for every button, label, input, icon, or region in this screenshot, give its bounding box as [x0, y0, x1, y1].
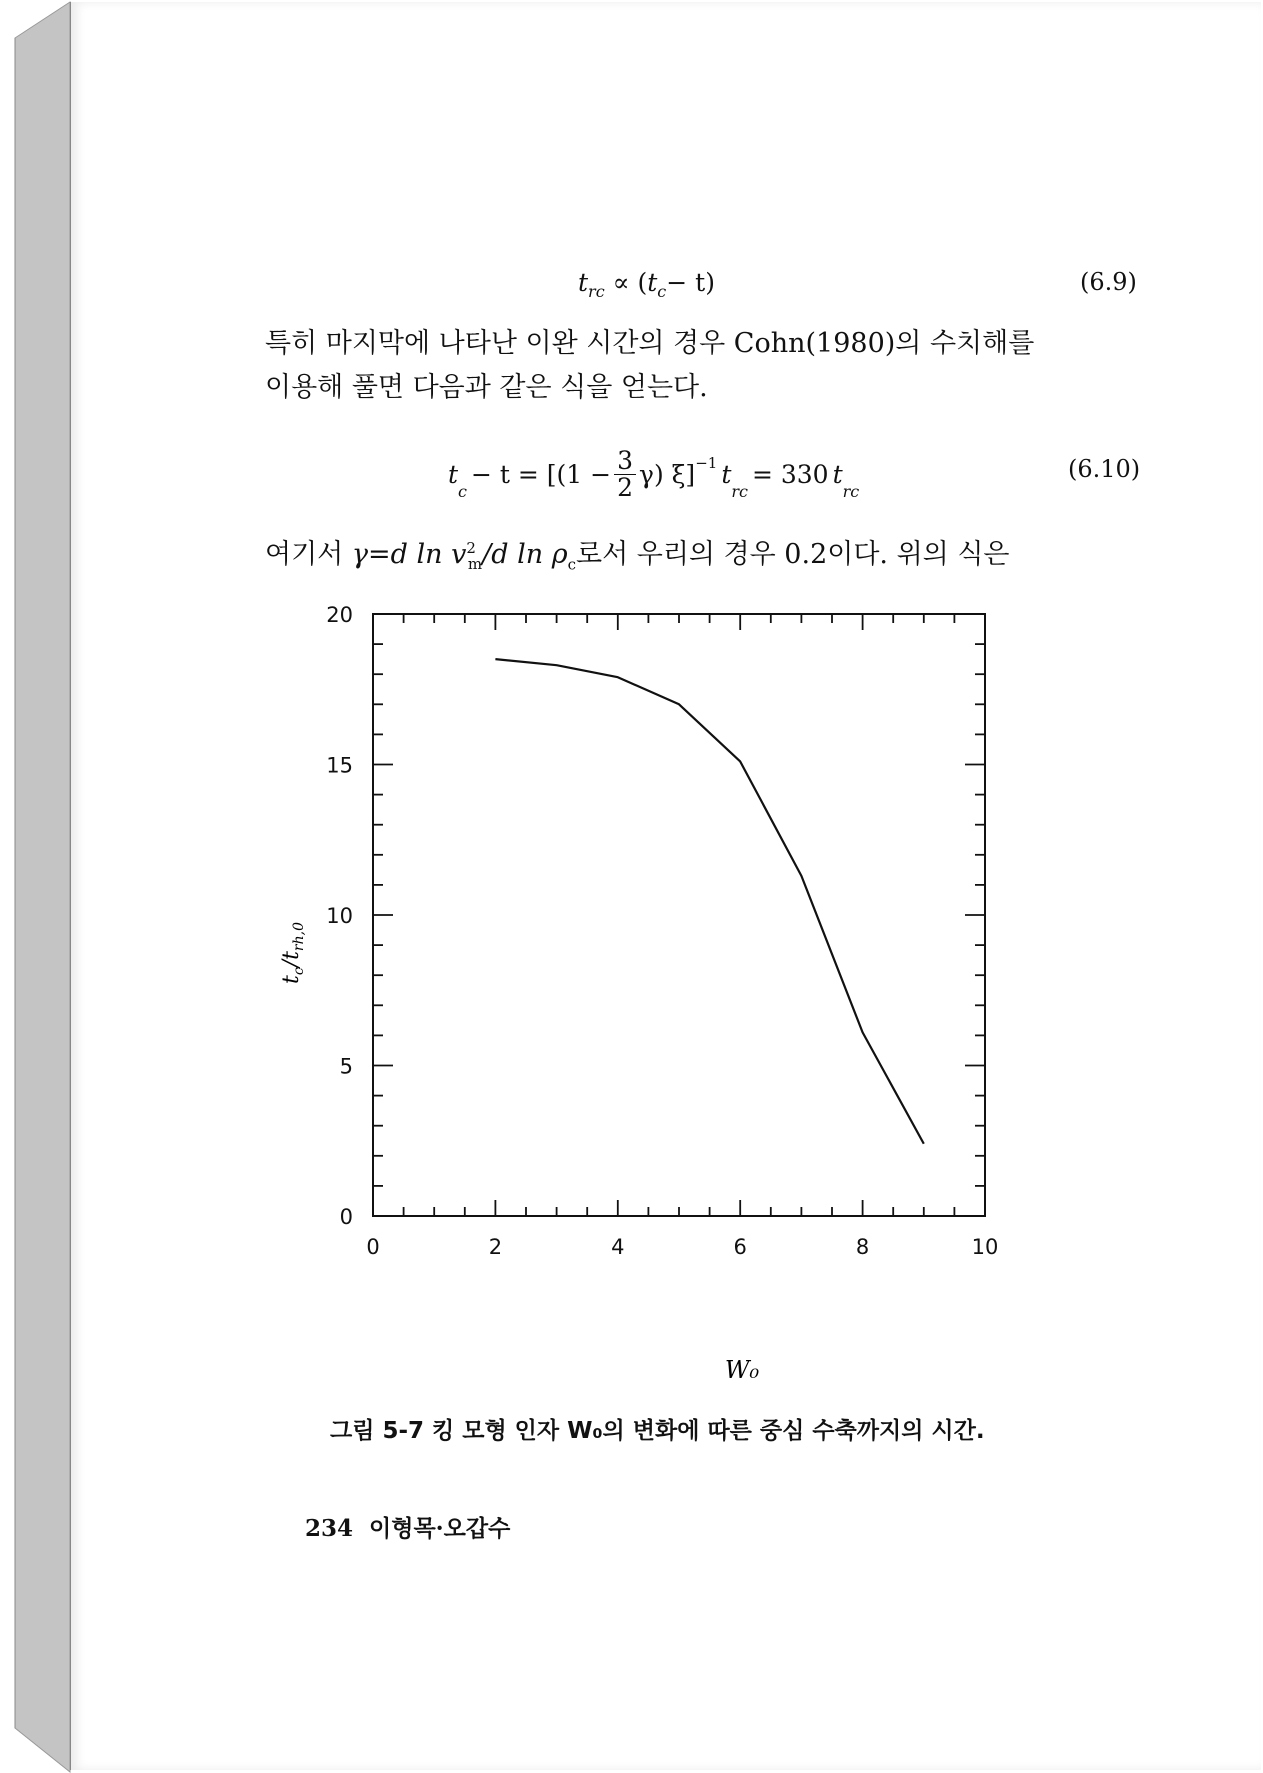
x-tick-label: 6 — [733, 1235, 747, 1259]
paragraph-1 — [265, 322, 1150, 410]
x-tick-label: 10 — [971, 1235, 999, 1259]
footer-authors: 이형목·오갑수 — [369, 1515, 511, 1542]
x-tick-label: 8 — [855, 1235, 870, 1259]
figure-caption: 그림 5-7 킹 모형 인자 W₀의 변화에 따른 중심 수축까지의 시간. — [330, 1418, 985, 1444]
equation-6-10: t $_c$ − t = [(1 − $\frac{3}{2}$ γ) ξ] $^{-1}$ t $_{rc}$ = 330 t $_{rc}$ — [448, 446, 860, 502]
page-footer — [305, 1510, 510, 1543]
x-tick-label: 4 — [611, 1235, 625, 1259]
chart — [270, 598, 1150, 1388]
equation-number-6-10: (6.10) — [1068, 455, 1141, 483]
y-tick-label: 20 — [326, 603, 353, 627]
y-axis-label: $t_c/t_{rh,0}$ — [279, 921, 307, 985]
series-line — [495, 659, 923, 1144]
paragraph-2: 여기서 γ=d $\ln v^2_m/d$ $\ln \rho_c$로서 우리의 경우 0.2이다. 위의 식은 — [265, 539, 1010, 574]
book-spine — [0, 0, 72, 1773]
equation-number-6-9: (6.9) — [1080, 268, 1137, 296]
x-tick-label: 0 — [366, 1235, 380, 1259]
y-tick-label: 10 — [326, 904, 353, 928]
x-axis-label: W₀ — [724, 1356, 760, 1384]
x-tick-label: 2 — [488, 1235, 503, 1259]
equation-6-9: $t_{rc} \propto (t_c- t)$ — [578, 268, 715, 301]
paragraph-1-line-1: 특히 마지막에 나타난 이완 시간의 경우 Cohn(1980)의 수치해를 — [265, 328, 1035, 359]
fraction: $\frac{3}{2}$ — [614, 448, 636, 501]
y-tick-label: 15 — [326, 753, 353, 778]
y-tick-label: 5 — [339, 1054, 353, 1079]
page-number: 234 — [305, 1515, 354, 1542]
paragraph-1-line-2: 이용해 풀면 다음과 같은 식을 얻는다. — [265, 372, 708, 403]
y-tick-label: 0 — [339, 1205, 353, 1229]
